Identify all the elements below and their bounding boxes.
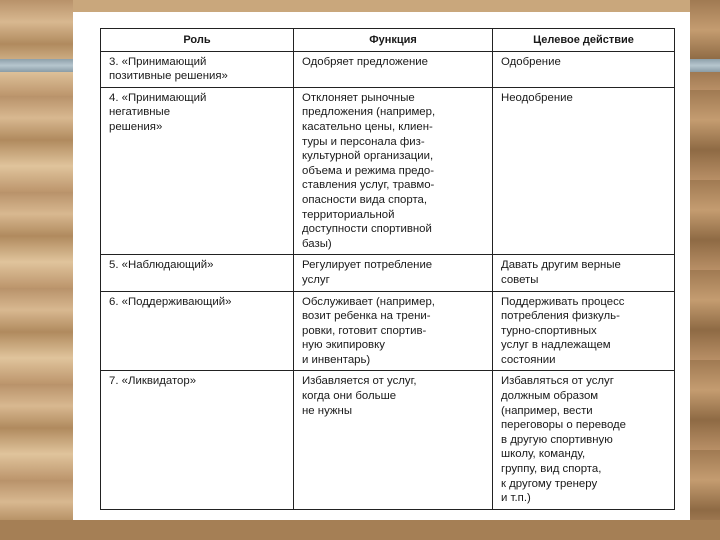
- table-row: [101, 51, 675, 87]
- target-action-cell: Неодобрение: [493, 87, 675, 255]
- role-cell: 3. «Принимающий позитивные решения»: [101, 51, 294, 87]
- background-bottom-band: [0, 520, 720, 540]
- function-cell: Регулирует потребление услуг: [294, 255, 493, 291]
- target-action-cell: Давать другим верные советы: [493, 255, 675, 291]
- background-left-stripes: [0, 0, 73, 540]
- role-cell: 5. «Наблюдающий»: [101, 255, 294, 291]
- background-right-stripes: [690, 0, 720, 540]
- function-cell: Отклоняет рыночные предложения (например, касательно цены, клиен- туры и персонала физ- культурной организации, объема и режима предо- ставления услуг, травмо- опасности вида спорта, территориальной доступности спортивной базы): [294, 87, 493, 255]
- role-cell: 7. «Ликвидатор»: [101, 371, 294, 509]
- function-cell: Избавляется от услуг, когда они больше не нужны: [294, 371, 493, 509]
- role-cell: 6. «Поддерживающий»: [101, 291, 294, 371]
- table-header-row: [101, 29, 675, 52]
- header-target-action: Целевое действие: [493, 29, 675, 52]
- table-row: [101, 291, 675, 371]
- header-role: Роль: [101, 29, 294, 52]
- table-row: [101, 255, 675, 291]
- target-action-cell: Поддерживать процесс потребления физкуль- турно-спортивных услуг в надлежащем состоянии: [493, 291, 675, 371]
- function-cell: Обслуживает (например, возит ребенка на трени- ровки, готовит спортив- ную экипировку и инвентарь): [294, 291, 493, 371]
- table-row: [101, 371, 675, 509]
- role-cell: 4. «Принимающий негативные решения»: [101, 87, 294, 255]
- roles-table: [100, 28, 675, 510]
- target-action-cell: Избавляться от услуг должным образом (например, вести переговоры о переводе в другую спортивную школу, команду, группу, вид спорта, к другому тренеру и т.п.): [493, 371, 675, 509]
- table-row: [101, 87, 675, 255]
- target-action-cell: Одобрение: [493, 51, 675, 87]
- header-function: Функция: [294, 29, 493, 52]
- function-cell: Одобряет предложение: [294, 51, 493, 87]
